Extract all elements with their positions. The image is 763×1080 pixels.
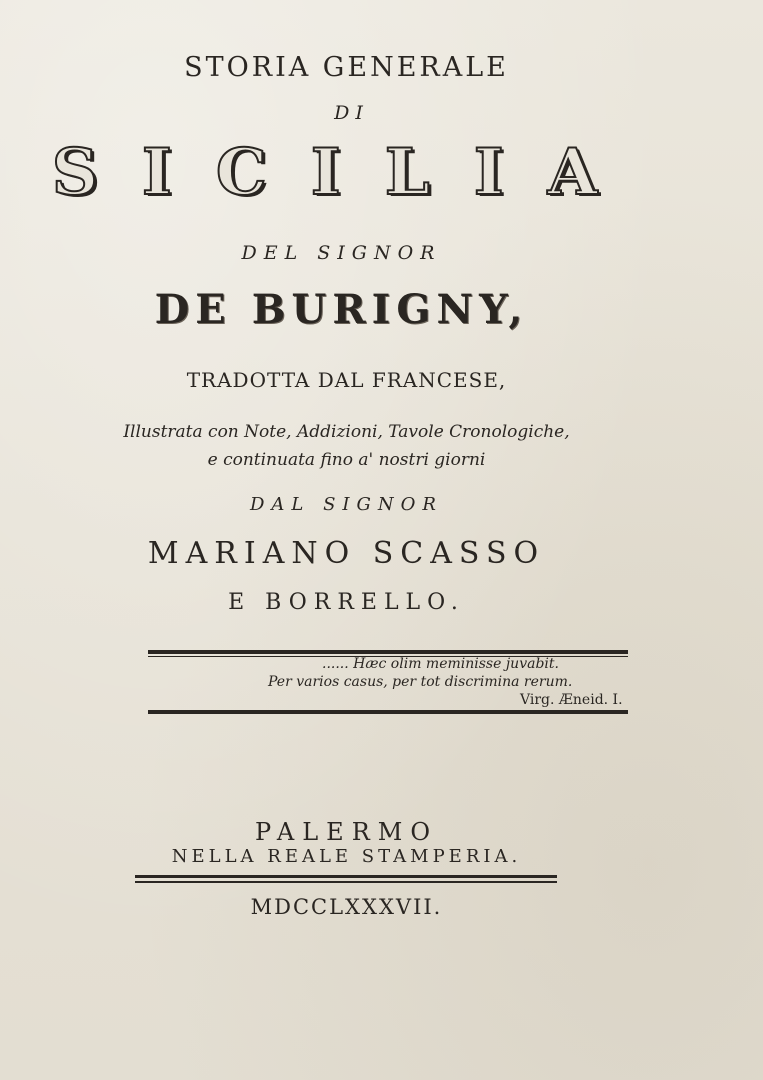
translator-name: MARIANO SCASSO <box>147 536 546 571</box>
author-prefix: DEL SIGNOR <box>241 242 442 264</box>
rule-imprint-thin <box>135 881 557 883</box>
epigraph-line-1: ...... Hæc olim meminisse juvabit. <box>322 656 559 672</box>
printer: NELLA REALE STAMPERIA. <box>171 846 522 867</box>
rule-imprint <box>135 875 557 878</box>
epigraph-source: Virg. Æneid. I. <box>520 692 623 708</box>
illustration-note: Illustrata con Note, Addizioni, Tavole Cronologiche, <box>123 422 570 442</box>
year: MDCCLXXXVII. <box>250 895 443 919</box>
translation-note: TRADOTTA DAL FRANCESE, <box>186 368 507 392</box>
place: PALERMO <box>254 818 439 846</box>
epigraph-line-2: Per varios casus, per tot discrimina rerum. <box>268 674 573 690</box>
author-name: DE BURIGNY, <box>154 286 529 333</box>
main-title: SICILIA <box>51 135 642 210</box>
title-line-2: DI <box>334 102 369 124</box>
title-line-1: STORIA GENERALE <box>184 52 509 83</box>
rule-bottom <box>148 710 628 714</box>
continuation-note: e continuata fino a' nostri giorni <box>207 450 486 470</box>
translator-prefix: DAL SIGNOR <box>250 494 443 515</box>
translator-surname: E BORRELLO. <box>228 590 465 615</box>
rule-top <box>148 650 628 654</box>
